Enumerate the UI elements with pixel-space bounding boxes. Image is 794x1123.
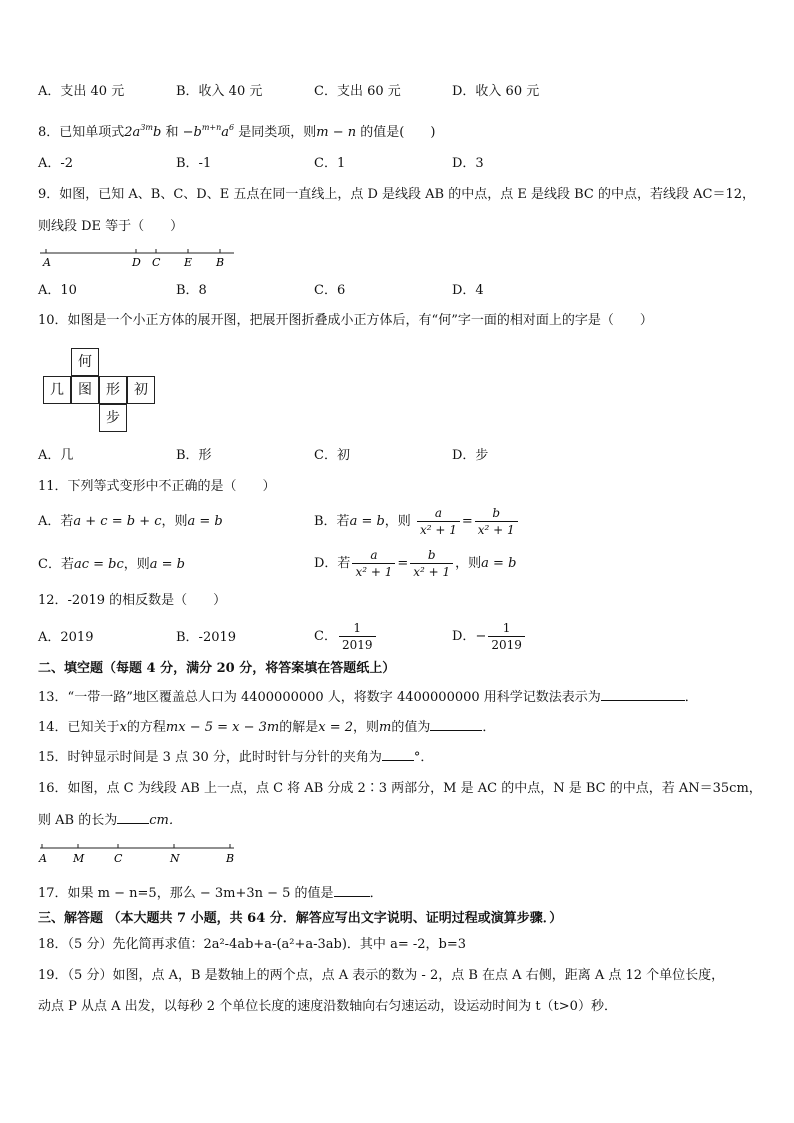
q16-point-b: B xyxy=(226,852,235,865)
q9-point-a: A xyxy=(43,256,51,269)
q14-answer-blank[interactable] xyxy=(430,718,482,731)
q16-segment-figure xyxy=(38,840,238,866)
q9-point-d: D xyxy=(132,256,141,269)
q9-segment-figure xyxy=(38,246,238,270)
q16-point-a: A xyxy=(39,852,47,865)
q7-option-a: A．支出 40 元 xyxy=(38,84,125,99)
q16-line1: 16．如图，点 C 为线段 AB 上一点，点 C 将 AB 分成 2∶3 两部分，M 是 AC 的中点，N 是 BC 的中点，若 AN＝35cm， xyxy=(38,781,762,796)
q10-stem: 10．如图是一个小正方体的展开图，把展开图折叠成小正方体后，有“何”字一面的相对面上的字是（ ） xyxy=(38,313,653,328)
q10-option-c: C．初 xyxy=(314,448,350,463)
q8-suffix2: 的值是( ) xyxy=(356,125,436,140)
q14-stem: 14．已知关于x的方程mx − 5 = x − 3m的解是x = 2，则m的值为 ． xyxy=(38,720,496,735)
q9-option-b: B．8 xyxy=(176,283,207,298)
q8-expr: m − n xyxy=(316,125,357,140)
q10-option-d: D．步 xyxy=(452,448,489,463)
q8-mono1: $2a^{3m}b$ xyxy=(124,123,162,140)
q8-mono2: $-b^{m+n}a^6$ xyxy=(182,123,235,140)
q11-option-a: A．若a + c = b + c，则a = b xyxy=(38,514,223,529)
q11-d-frac-left: $\frac{a}{\text{x² + 1}}$ xyxy=(352,547,395,580)
q11-option-d: D．若 $\frac{a}{\text{x² + 1}}$ = $\frac{b}{\text{x² + 1}}$ ，则a = b xyxy=(314,548,517,579)
q11-option-c: C．若ac = bc，则a = b xyxy=(38,557,185,572)
q12-option-a: A．2019 xyxy=(38,630,94,645)
q13-answer-blank[interactable] xyxy=(601,688,685,701)
q19-line2: 动点 P 从点 A 出发，以每秒 2 个单位长度的速度沿数轴向右匀速运动，设运动时间为 t（t>0）秒． xyxy=(38,999,617,1014)
q7-option-b: B．收入 40 元 xyxy=(176,84,263,99)
q9-option-d: D．4 xyxy=(452,283,484,298)
q8-option-a: A．-2 xyxy=(38,156,74,171)
q8-option-b: B．-1 xyxy=(176,156,212,171)
q9-point-c: C xyxy=(152,256,161,269)
q15-stem: 15．时钟显示时间是 3 点 30 分，此时时针与分针的夹角为 °． xyxy=(38,750,434,765)
q9-line2: 则线段 DE 等于（ ） xyxy=(38,219,184,234)
q12-stem: 12．-2019 的相反数是（ ） xyxy=(38,593,227,608)
q11-option-b: B．若a = b，则 $\frac{a}{\text{x² + 1}}$ = $\frac{b}{\text{x² + 1}}$ xyxy=(314,505,520,538)
q8-suffix1: 是同类项，则 xyxy=(234,125,317,140)
q9-line1: 9．如图，已知 A、B、C、D、E 五点在同一直线上，点 D 是线段 AB 的中点，点 E 是线段 BC 的中点，若线段 AC＝12， xyxy=(38,187,756,202)
q8-stem xyxy=(38,119,435,142)
q12-option-d: D．− $\frac{1}{2019}$ xyxy=(452,620,527,653)
cube-cell-2: 图 xyxy=(71,376,99,404)
q17-answer-blank[interactable] xyxy=(334,884,370,897)
q10-option-b: B．形 xyxy=(176,448,212,463)
cube-cell-1: 几 xyxy=(43,376,71,404)
cube-cell-bottom: 步 xyxy=(99,404,127,432)
q13-stem: 13．“一带一路”地区覆盖总人口为 4400000000 人，将数字 4400000000 用科学记数法表示为 ． xyxy=(38,690,698,705)
q16-point-n: N xyxy=(170,852,180,865)
cube-cell-4: 初 xyxy=(127,376,155,404)
q7-option-d: D．收入 60 元 xyxy=(452,84,540,99)
cube-cell-top: 何 xyxy=(71,348,99,376)
q16-answer-blank[interactable] xyxy=(117,811,149,824)
q19-line1: 19．（5 分）如图，点 A，B 是数轴上的两个点，点 A 表示的数为 - 2，点 B 在点 A 右侧，距离 A 点 12 个单位长度， xyxy=(38,968,725,983)
q8-and: 和 xyxy=(161,125,183,140)
q11-stem: 11．下列等式变形中不正确的是（ ） xyxy=(38,479,276,494)
q9-point-e: E xyxy=(184,256,193,269)
section-3-heading: 三、解答题 （本大题共 7 小题，共 64 分．解答应写出文字说明、证明过程或演算步骤．） xyxy=(38,911,563,926)
q16-line2: 则 AB 的长为 cm． xyxy=(38,813,182,828)
q10-option-a: A．几 xyxy=(38,448,74,463)
q12-option-b: B．-2019 xyxy=(176,630,237,645)
cube-cell-3: 形 xyxy=(99,376,127,404)
section-2-heading: 二、填空题（每题 4 分，满分 20 分，将答案填在答题纸上） xyxy=(38,661,396,676)
q16-point-m: M xyxy=(73,852,85,865)
q9-point-b: B xyxy=(216,256,225,269)
q8-prefix: 8．已知单项式 xyxy=(38,125,125,140)
q12-option-c: C． $\frac{1}{2019}$ xyxy=(314,620,378,653)
q15-answer-blank[interactable] xyxy=(382,748,414,761)
q11-b-frac-right: $\frac{b}{\text{x² + 1}}$ xyxy=(475,505,518,538)
q12-d-frac: $\frac{1}{2019}$ xyxy=(488,620,525,653)
q18-stem: 18．（5 分）先化简再求值：2a²-4ab+a-(a²+a-3ab)．其中 a= -2，b=3 xyxy=(38,937,466,952)
q8-option-d: D．3 xyxy=(452,156,484,171)
q11-d-frac-right: $\frac{b}{\text{x² + 1}}$ xyxy=(410,547,453,580)
q7-option-c: C．支出 60 元 xyxy=(314,84,401,99)
q17-stem: 17．如果 m − n=5，那么 − 3m+3n − 5 的值是 ． xyxy=(38,886,383,901)
q9-option-a: A．10 xyxy=(38,283,77,298)
q8-option-c: C．1 xyxy=(314,156,346,171)
q9-option-c: C．6 xyxy=(314,283,346,298)
q12-c-frac: $\frac{1}{2019}$ xyxy=(339,620,376,653)
q16-point-c: C xyxy=(114,852,123,865)
q11-b-frac-left: $\frac{a}{\text{x² + 1}}$ xyxy=(417,505,460,538)
